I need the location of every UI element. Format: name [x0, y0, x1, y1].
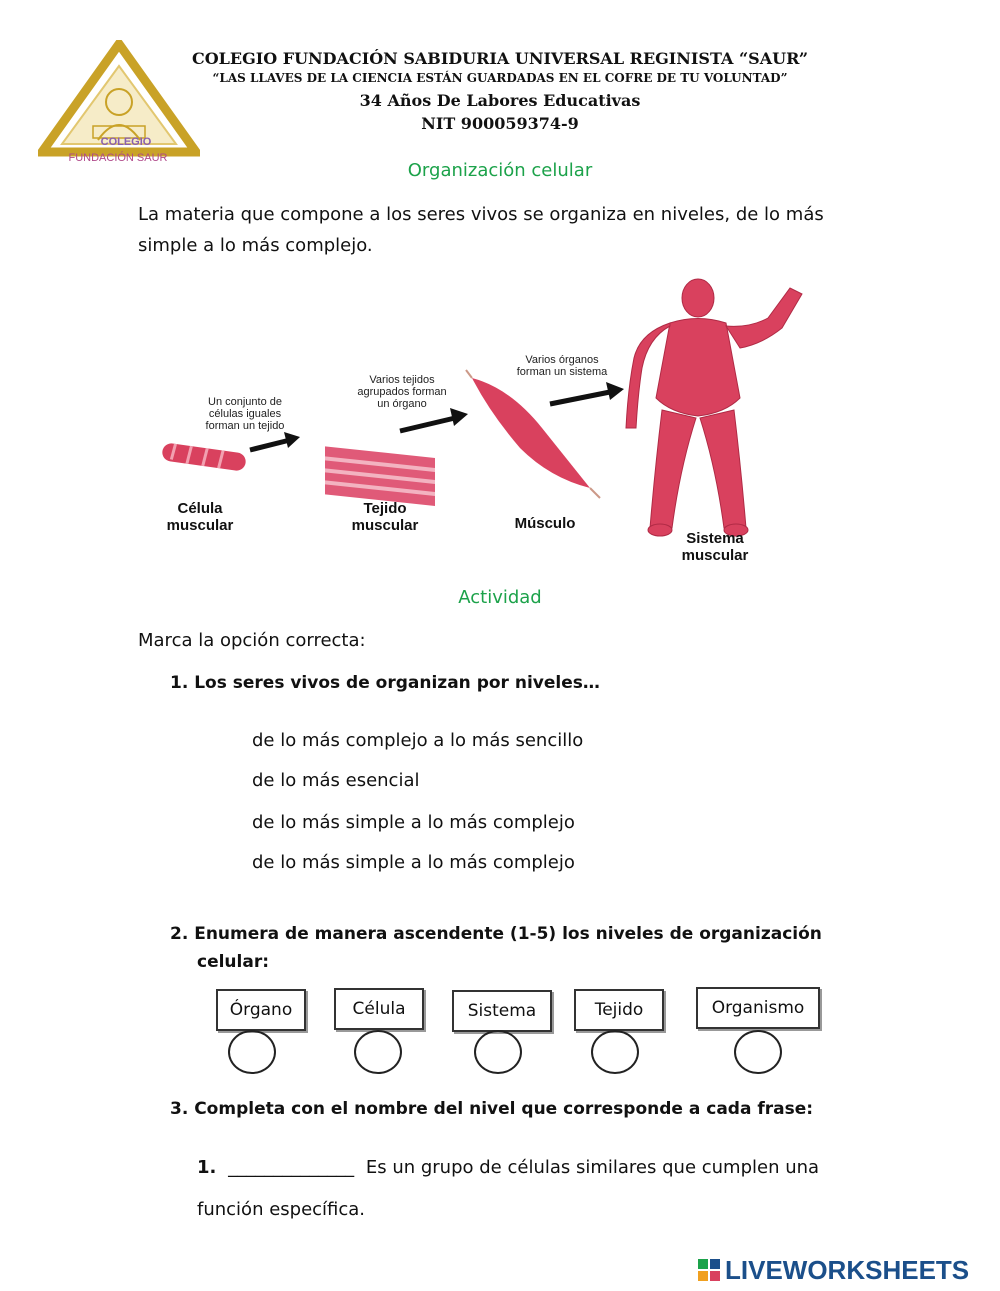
school-motto: “LAS LLAVES DE LA CIENCIA ESTÁN GUARDADAS EN EL COFRE DE TU VOLUNTAD”: [212, 71, 788, 85]
answer-circle-tejido[interactable]: [591, 1030, 639, 1074]
activity-title: Actividad: [458, 587, 542, 608]
q3-item-1: [197, 1157, 819, 1178]
caption-3-line-1: Varios órganos: [525, 354, 599, 366]
stage-cell-line-2: muscular: [166, 517, 234, 534]
organization-diagram: [150, 278, 850, 568]
intro-line-1: La materia que compone a los seres vivos se organiza en niveles, de lo más: [138, 204, 824, 225]
q3-item-1-blank[interactable]: ______________: [228, 1157, 355, 1178]
muscle-cell-illustration: [161, 442, 247, 472]
page-title: Organización celular: [407, 160, 593, 181]
muscular-system-illustration: [626, 279, 802, 536]
stage-system: [660, 530, 770, 564]
answer-circle-sistema[interactable]: [474, 1030, 522, 1074]
answer-circle-organismo[interactable]: [734, 1030, 782, 1074]
level-box-organo: Órgano: [216, 989, 306, 1031]
caption-1-line-2: células iguales: [208, 408, 282, 420]
school-nit: NIT 900059374-9: [421, 114, 579, 133]
caption-1-line-1: Un conjunto de: [208, 396, 282, 408]
level-box-organismo: Organismo: [696, 987, 820, 1029]
q3-item-1-text: Es un grupo de células similares que cumplen una: [365, 1157, 820, 1178]
caption-2-line-3: un órgano: [377, 398, 427, 410]
school-name: COLEGIO FUNDACIÓN SABIDURIA UNIVERSAL REGINISTA “SAUR”: [191, 49, 809, 68]
stage-tissue-line-1: Tejido: [363, 500, 407, 517]
stage-system-line-2: muscular: [681, 547, 749, 564]
instruction: Marca la opción correcta:: [138, 630, 366, 651]
arrow-3: [550, 382, 624, 404]
logo-text-fundacion: FUNDACIÓN SAUR: [68, 152, 168, 164]
stage-cell-line-1: Célula: [177, 500, 223, 517]
muscle-illustration: [466, 370, 600, 498]
caption-2-line-1: Varios tejidos: [369, 374, 435, 386]
question-3-title: 3. Completa con el nombre del nivel que corresponde a cada frase:: [170, 1099, 814, 1119]
question-2-title-line-1: 2. Enumera de manera ascendente (1-5) los niveles de organización: [170, 924, 822, 944]
stage-muscle: Músculo: [514, 515, 576, 532]
q1-option-2[interactable]: de lo más esencial: [252, 770, 420, 791]
answer-circle-organo[interactable]: [228, 1030, 276, 1074]
caption-2-line-2: agrupados forman: [357, 386, 447, 398]
liveworksheets-text: LIVEWORKSHEETS: [725, 1254, 970, 1285]
stage-cell: [150, 500, 250, 534]
caption-cell-to-tissue: [185, 396, 305, 432]
caption-organ-to-system: [502, 354, 622, 378]
level-box-tejido: Tejido: [574, 989, 664, 1031]
level-box-celula: Célula: [334, 988, 424, 1030]
stage-tissue: [335, 500, 435, 534]
arrow-1: [250, 432, 300, 450]
stage-system-line-1: Sistema: [686, 530, 744, 547]
q3-item-1-number: 1.: [197, 1157, 217, 1178]
q1-option-4[interactable]: de lo más simple a lo más complejo: [252, 852, 575, 873]
caption-tissue-to-organ: [342, 374, 462, 410]
intro-line-2: simple a lo más complejo.: [138, 235, 373, 256]
q1-option-1[interactable]: de lo más complejo a lo más sencillo: [252, 730, 584, 751]
stage-tissue-line-2: muscular: [351, 517, 419, 534]
q3-item-1-continuation: función específica.: [197, 1199, 366, 1220]
arrow-2: [400, 408, 468, 431]
school-years: 34 Años De Labores Educativas: [359, 91, 641, 110]
muscle-tissue-illustration: [325, 446, 435, 506]
caption-3-line-2: forman un sistema: [516, 366, 608, 378]
q1-option-3[interactable]: de lo más simple a lo más complejo: [252, 812, 575, 833]
answer-circle-celula[interactable]: [354, 1030, 402, 1074]
question-1-title: 1. Los seres vivos de organizan por niveles…: [170, 673, 600, 693]
level-box-sistema: Sistema: [452, 990, 552, 1032]
liveworksheets-logo: [698, 1255, 969, 1285]
question-2-title-line-2: celular:: [197, 952, 270, 972]
liveworksheets-icon: [698, 1259, 720, 1281]
caption-1-line-3: forman un tejido: [205, 420, 285, 432]
logo-text-colegio: COLEGIO: [100, 136, 152, 148]
